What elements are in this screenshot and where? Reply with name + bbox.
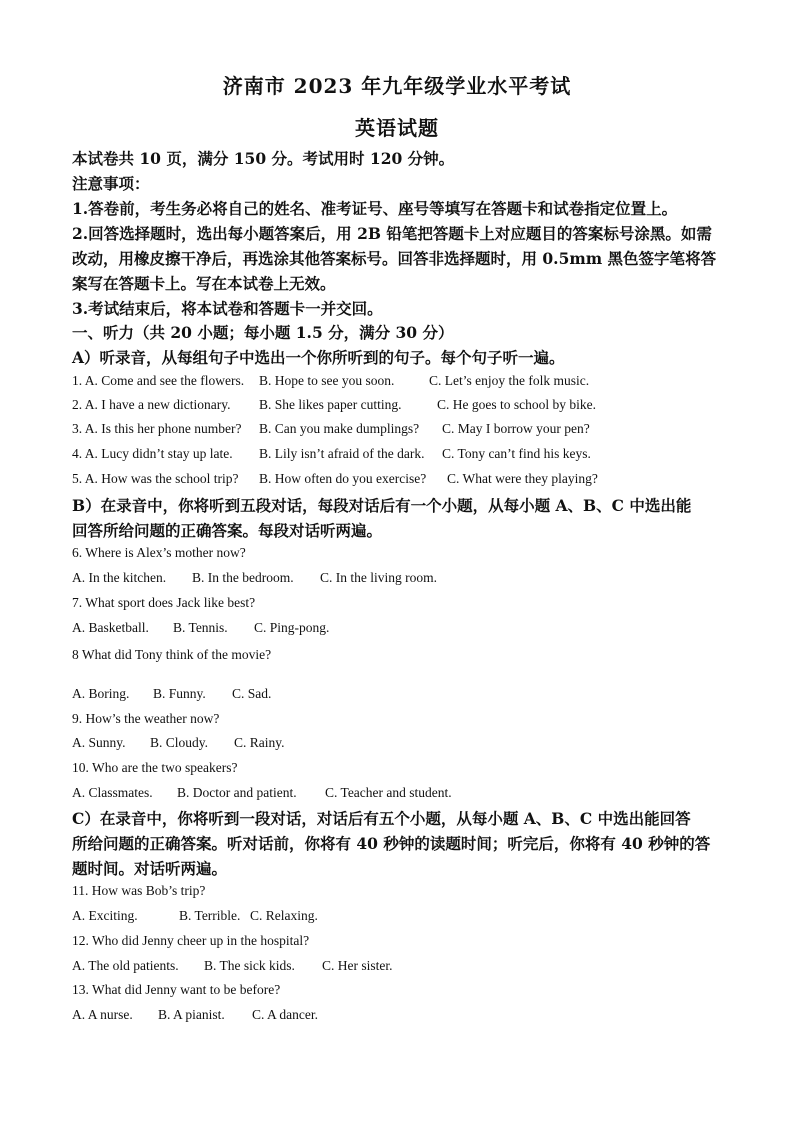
option-b: B. Doctor and patient. [177, 785, 297, 800]
option-a: 3. A. Is this her phone number? [72, 421, 242, 436]
option-c: C. He goes to school by bike. [437, 397, 596, 412]
option-c: C. Sad. [232, 686, 272, 701]
note-2-line-3: 案写在答题卡上。写在本试卷上无效。 [72, 274, 336, 293]
option-b: B. Funny. [153, 686, 206, 701]
question-stem: 10. Who are the two speakers? [72, 760, 238, 775]
option-a: A. Exciting. [72, 908, 138, 923]
question-stem: 13. What did Jenny want to be before? [72, 982, 281, 997]
question-row [72, 445, 722, 463]
question-options [72, 957, 722, 975]
question-row [72, 470, 722, 488]
question-options [72, 907, 722, 925]
question-stem: 12. Who did Jenny cheer up in the hospital? [72, 933, 310, 948]
question-stem: 6. Where is Alex’s mother now? [72, 545, 246, 560]
option-b: B. How often do you exercise? [259, 471, 427, 486]
option-b: B. The sick kids. [204, 958, 295, 973]
question-options [72, 1006, 722, 1024]
option-c: C. A dancer. [252, 1007, 318, 1022]
option-c: C. Relaxing. [250, 908, 318, 923]
question-options [72, 784, 722, 802]
option-b: B. She likes paper cutting. [259, 397, 402, 412]
option-c: C. In the living room. [320, 570, 437, 585]
note-2-line-2: 改动，用橡皮擦干净后，再选涂其他答案标号。回答非选择题时，用 0.5mm 黑色签字笔将答 [72, 249, 717, 268]
option-b: B. A pianist. [158, 1007, 225, 1022]
option-a: A. In the kitchen. [72, 570, 167, 585]
option-b: B. Cloudy. [150, 735, 209, 750]
option-b: B. In the bedroom. [192, 570, 294, 585]
page-subtitle: 英语试题 [355, 116, 439, 140]
part-c-instruction-line-1: C）在录音中，你将听到一段对话，对话后有五个小题，从每小题 A、B、C 中选出能回答 [72, 809, 691, 828]
note-2-line-1: 2.回答选择题时，选出每小题答案后，用 2B 铅笔把答题卡上对应题目的答案标号涂黑。如需 [72, 224, 712, 243]
option-b: B. Terrible. [179, 908, 241, 923]
option-a: 1. A. Come and see the flowers. [72, 373, 245, 388]
question-stem: 8 What did Tony think of the movie? [72, 647, 272, 662]
notes-title: 注意事项： [72, 174, 150, 193]
question-options [72, 569, 722, 587]
option-c: C. Teacher and student. [325, 785, 452, 800]
question-options [72, 685, 722, 703]
option-a: 5. A. How was the school trip? [72, 471, 239, 486]
question-stem: 7. What sport does Jack like best? [72, 595, 256, 610]
option-a: A. The old patients. [72, 958, 179, 973]
option-a: A. A nurse. [72, 1007, 133, 1022]
option-a: A. Classmates. [72, 785, 153, 800]
part-b-instruction-line-1: B）在录音中，你将听到五段对话，每段对话后有一个小题，从每小题 A、B、C 中选出能 [72, 496, 692, 515]
option-a: A. Sunny. [72, 735, 126, 750]
question-options [72, 734, 722, 752]
option-b: B. Can you make dumplings? [259, 421, 420, 436]
option-b: B. Tennis. [173, 620, 228, 635]
option-b: B. Lily isn’t afraid of the dark. [259, 446, 425, 461]
option-a: A. Boring. [72, 686, 130, 701]
part-c-instruction-line-3: 题时间。对话听两遍。 [72, 859, 228, 878]
option-a: 2. A. I have a new dictionary. [72, 397, 231, 412]
note-3: 3.考试结束后，将本试卷和答题卡一并交回。 [72, 299, 383, 318]
exam-info: 本试卷共 10 页，满分 150 分。考试用时 120 分钟。 [72, 149, 455, 168]
note-1: 1.答卷前，考生务必将自己的姓名、准考证号、座号等填写在答题卡和试卷指定位置上。 [72, 199, 678, 218]
option-c: C. May I borrow your pen? [442, 421, 590, 436]
question-stem: 9. How’s the weather now? [72, 711, 220, 726]
question-row [72, 372, 722, 390]
option-c: C. Let’s enjoy the folk music. [429, 373, 590, 388]
option-a: 4. A. Lucy didn’t stay up late. [72, 446, 233, 461]
part-a-instruction: A）听录音，从每组句子中选出一个你所听到的句子。每个句子听一遍。 [72, 348, 565, 367]
option-c: C. What were they playing? [447, 471, 598, 486]
page-title: 济南市 2023 年九年级学业水平考试 [222, 74, 572, 98]
part-b-instruction-line-2: 回答所给问题的正确答案。每段对话听两遍。 [72, 521, 383, 540]
option-c: C. Her sister. [322, 958, 393, 973]
section-heading: 一、听力（共 20 小题；每小题 1.5 分，满分 30 分） [72, 323, 454, 342]
option-a: A. Basketball. [72, 620, 149, 635]
question-row [72, 396, 722, 414]
part-c-instruction-line-2: 所给问题的正确答案。听对话前，你将有 40 秒钟的读题时间；听完后，你将有 40 秒钟的答 [72, 834, 711, 853]
question-row [72, 420, 722, 438]
option-b: B. Hope to see you soon. [259, 373, 395, 388]
option-c: C. Ping-pong. [254, 620, 330, 635]
question-options [72, 619, 722, 637]
option-c: C. Tony can’t find his keys. [442, 446, 591, 461]
option-c: C. Rainy. [234, 735, 285, 750]
question-stem: 11. How was Bob’s trip? [72, 883, 206, 898]
